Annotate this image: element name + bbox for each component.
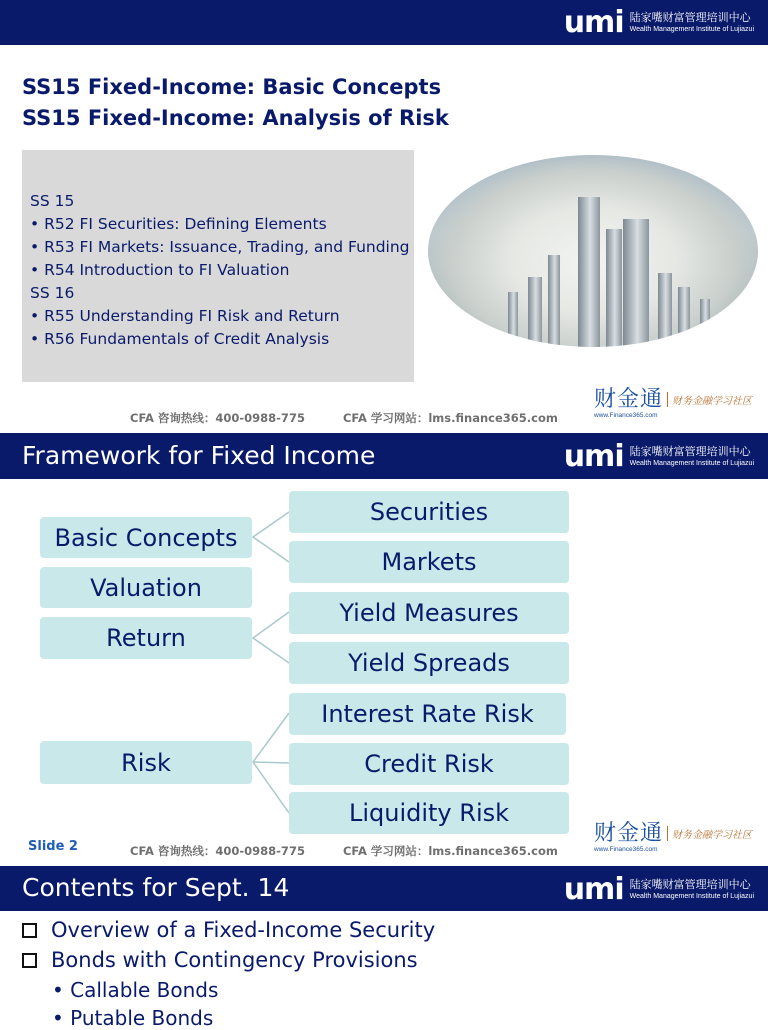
umi-logo-cn: 陆家嘴财富管理培训中心 bbox=[629, 12, 751, 24]
contents-subitem-callable: • Callable Bonds bbox=[52, 978, 219, 1002]
umi-logo bbox=[563, 872, 754, 907]
framework-box-interest-rate-risk: Interest Rate Risk bbox=[289, 693, 566, 735]
reading-line: • R56 Fundamentals of Credit Analysis bbox=[30, 330, 330, 348]
contents-item-label: Overview of a Fixed-Income Security bbox=[51, 918, 436, 942]
finance365-logo bbox=[594, 822, 752, 854]
reading-line: • R54 Introduction to FI Valuation bbox=[30, 261, 290, 279]
framework-box-securities: Securities bbox=[289, 491, 569, 533]
framework-box-return: Return bbox=[40, 617, 252, 659]
umi-logo-en: Wealth Management Institute of Lujiazui bbox=[629, 460, 754, 467]
finance365-logo-cn: 财金通 bbox=[594, 821, 664, 846]
reading-line: • R52 FI Securities: Defining Elements bbox=[30, 215, 327, 233]
slide3-title: Contents for Sept. 14 bbox=[22, 873, 290, 902]
reading-line: • R55 Understanding FI Risk and Return bbox=[30, 307, 340, 325]
finance365-logo-script: 财务金融学习社区 bbox=[667, 826, 752, 841]
slide1-title-2: SS15 Fixed-Income: Analysis of Risk bbox=[22, 106, 449, 130]
finance365-logo-url: www.Finance365.com bbox=[594, 846, 658, 853]
slide2-footer bbox=[130, 843, 592, 859]
framework-box-valuation: Valuation bbox=[40, 567, 252, 608]
umi-logo-cn: 陆家嘴财富管理培训中心 bbox=[629, 446, 751, 458]
contents-subitem-putable: • Putable Bonds bbox=[52, 1006, 214, 1030]
slide3-header-bar bbox=[0, 866, 768, 911]
hotline-text: CFA 咨询热线：400-0988-775 bbox=[130, 844, 305, 858]
website-text: CFA 学习网站：lms.finance365.com bbox=[342, 844, 558, 858]
finance365-logo-script: 财务金融学习社区 bbox=[667, 392, 752, 407]
umi-logo-mark: umi bbox=[563, 5, 624, 40]
contents-item-contingency bbox=[22, 948, 418, 972]
hotline-text: CFA 咨询热线：400-0988-775 bbox=[130, 411, 305, 425]
umi-logo-mark: umi bbox=[563, 872, 624, 907]
reading-line: SS 15 bbox=[30, 192, 75, 210]
framework-box-credit-risk: Credit Risk bbox=[289, 743, 569, 785]
reading-line: SS 16 bbox=[30, 284, 75, 302]
checkbox-icon bbox=[22, 953, 37, 968]
checkbox-icon bbox=[22, 923, 37, 938]
umi-logo-mark: umi bbox=[563, 439, 624, 474]
finance365-logo-url: www.Finance365.com bbox=[594, 412, 658, 419]
framework-box-yield-measures: Yield Measures bbox=[289, 592, 569, 634]
finance365-logo-cn: 财金通 bbox=[594, 387, 664, 412]
website-text: CFA 学习网站：lms.finance365.com bbox=[342, 411, 558, 425]
framework-box-markets: Markets bbox=[289, 541, 569, 583]
contents-item-label: Bonds with Contingency Provisions bbox=[51, 948, 418, 972]
umi-logo-en: Wealth Management Institute of Lujiazui bbox=[629, 26, 754, 33]
slide2-title: Framework for Fixed Income bbox=[22, 441, 376, 470]
framework-box-basic-concepts: Basic Concepts bbox=[40, 517, 252, 558]
umi-logo-en: Wealth Management Institute of Lujiazui bbox=[629, 893, 754, 900]
slide-number: Slide 2 bbox=[28, 839, 78, 854]
umi-logo-cn: 陆家嘴财富管理培训中心 bbox=[629, 879, 751, 891]
framework-box-risk: Risk bbox=[40, 741, 252, 784]
contents-item-overview bbox=[22, 918, 435, 942]
reading-line: • R53 FI Markets: Issuance, Trading, and Funding bbox=[30, 238, 410, 256]
framework-box-yield-spreads: Yield Spreads bbox=[289, 642, 569, 684]
framework-box-liquidity-risk: Liquidity Risk bbox=[289, 792, 569, 834]
slide1-title-1: SS15 Fixed-Income: Basic Concepts bbox=[22, 75, 442, 99]
